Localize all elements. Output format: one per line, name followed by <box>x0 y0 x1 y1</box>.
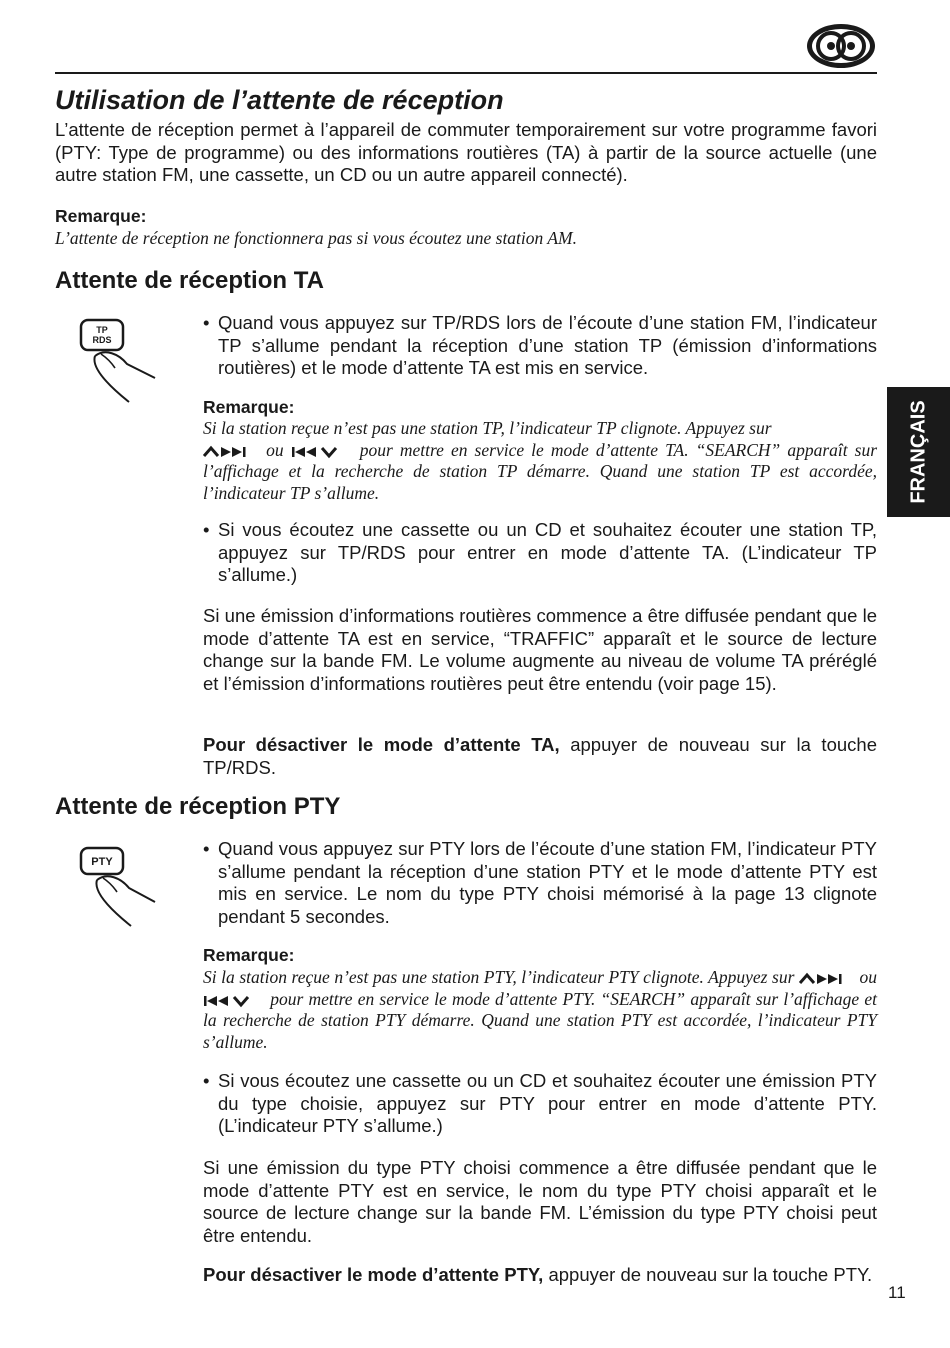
pty-remark-part1: Si la station reçue n’est pas une station PTY, l’indicateur PTY clignote. Appuyez sur <box>203 967 795 987</box>
page-number: 11 <box>888 1283 906 1302</box>
ta-disable-bold: Pour désactiver le mode d’attente TA, <box>203 734 560 755</box>
pty-paragraph: Si une émission du type PTY choisi commence a être diffusée pendant que le mode d’attente PTY est en service, le nom du type PTY choisi apparaît et le source de lecture change sur la bande FM. L’émission du type PTY choisi peut être entendu. <box>203 1157 877 1246</box>
jvc-disc-logo-icon <box>805 22 877 70</box>
ta-bullet-1 <box>203 312 877 380</box>
bullet-marker: • <box>203 838 210 859</box>
header-rule <box>55 72 877 74</box>
intro-paragraph: L’attente de réception permet à l’appareil de commuter temporairement sur votre programme favori (PTY: Type de programme) ou des informations routières (TA) à partir de la source actuelle (une autre station FM, une cassette, un CD ou un autre appareil connecté). <box>55 119 877 186</box>
bullet-marker: • <box>203 519 210 540</box>
ta-paragraph: Si une émission d’informations routières commence a être diffusée pendant que le mode d’attente TA est en service, “TRAFFIC” apparaît et le source de lecture change sur la bande FM. Le volume augmente au niveau de volume TA préréglé et l’émission d’informations routières peut être entendu (voir page 15). <box>203 605 877 694</box>
ta-remark-or: ou <box>266 439 284 460</box>
ta-bullet-2-text: Si vous écoutez une cassette ou un CD et souhaitez écouter une station TP, appuyez sur TP/RDS pour entrer en mode d’attente TA. (L’indicateur TP s’allume.) <box>218 519 877 586</box>
pty-bullet-1-text: Quand vous appuyez sur PTY lors de l’écoute d’une station FM, l’indicateur PTY s’allume pendant la réception d’une station PTY et le mode d’attente PTY est mis en service. Le nom du type PTY choisi mémorisé à la page 13 clignote pendant 5 secondes. <box>218 838 877 927</box>
language-tab <box>887 387 950 517</box>
ta-remark-part2: pour mettre en service le mode d’attente TA. “SEARCH” apparaît sur l’affichage et la recherche de station TP démarre. Quand une station TP est accordée, l’indicateur TP s’allume. <box>203 439 878 504</box>
tp-rds-button-press-icon <box>75 318 165 408</box>
page-title: Utilisation de l’attente de réception <box>55 85 504 115</box>
language-tab-label: FRANÇAIS <box>907 400 929 504</box>
ta-remark-part1: Si la station reçue n’est pas une station TP, l’indicateur TP clignote. Appuyez sur <box>203 418 772 438</box>
pty-disable-rest: appuyer de nouveau sur la touche PTY. <box>543 1264 873 1285</box>
ta-remark-label: Remarque: <box>203 397 295 417</box>
pty-remark-text <box>203 967 877 1054</box>
prev-down-icon <box>203 993 265 1009</box>
pty-disable-bold: Pour désactiver le mode d’attente PTY, <box>203 1264 544 1285</box>
up-next-icon <box>203 444 259 460</box>
intro-remark-text: L’attente de réception ne fonctionnera pas si vous écoutez une station AM. <box>55 228 577 248</box>
pty-bullet-2 <box>203 1070 877 1138</box>
pty-remark-label: Remarque: <box>203 945 295 965</box>
pty-disable-paragraph <box>203 1264 877 1287</box>
ta-bullet-1-text: Quand vous appuyez sur TP/RDS lors de l’écoute d’une station FM, l’indicateur TP s’allume pendant la réception d’une station TP (émission d’informations routières) et le mode d’attente TA est mis en service. <box>218 312 877 379</box>
tp-button-label: TP <box>96 325 108 335</box>
pty-button-label: PTY <box>91 856 113 868</box>
ta-remark-text <box>203 418 877 505</box>
pty-section-heading: Attente de réception PTY <box>55 793 341 820</box>
ta-bullet-2 <box>203 519 877 587</box>
pty-button-press-icon <box>75 846 165 936</box>
pty-remark-or: ou <box>859 967 878 987</box>
ta-section-heading: Attente de réception TA <box>55 267 324 294</box>
ta-disable-paragraph <box>203 734 877 779</box>
ta-disable-rest: appuyer de nouveau sur la touche TP/RDS. <box>203 734 877 778</box>
pty-remark-part2: pour mettre en service le mode d’attente PTY. “SEARCH” apparaît sur l’affichage et la recherche de station PTY démarre. Quand une station PTY est accordée, l’indicateur PTY s’allume. <box>203 988 878 1053</box>
prev-down-icon <box>291 444 353 460</box>
pty-bullet-1 <box>203 838 877 928</box>
rds-button-label: RDS <box>92 335 112 345</box>
pty-bullet-2-text: Si vous écoutez une cassette ou un CD et souhaitez écouter une émission PTY du type choisie, appuyez sur PTY pour entrer en mode d’attente PTY. (L’indicateur PTY s’allume.) <box>218 1070 877 1137</box>
bullet-marker: • <box>203 1070 210 1091</box>
bullet-marker: • <box>203 312 210 333</box>
up-next-icon <box>799 971 855 987</box>
intro-remark-label: Remarque: <box>55 206 147 226</box>
